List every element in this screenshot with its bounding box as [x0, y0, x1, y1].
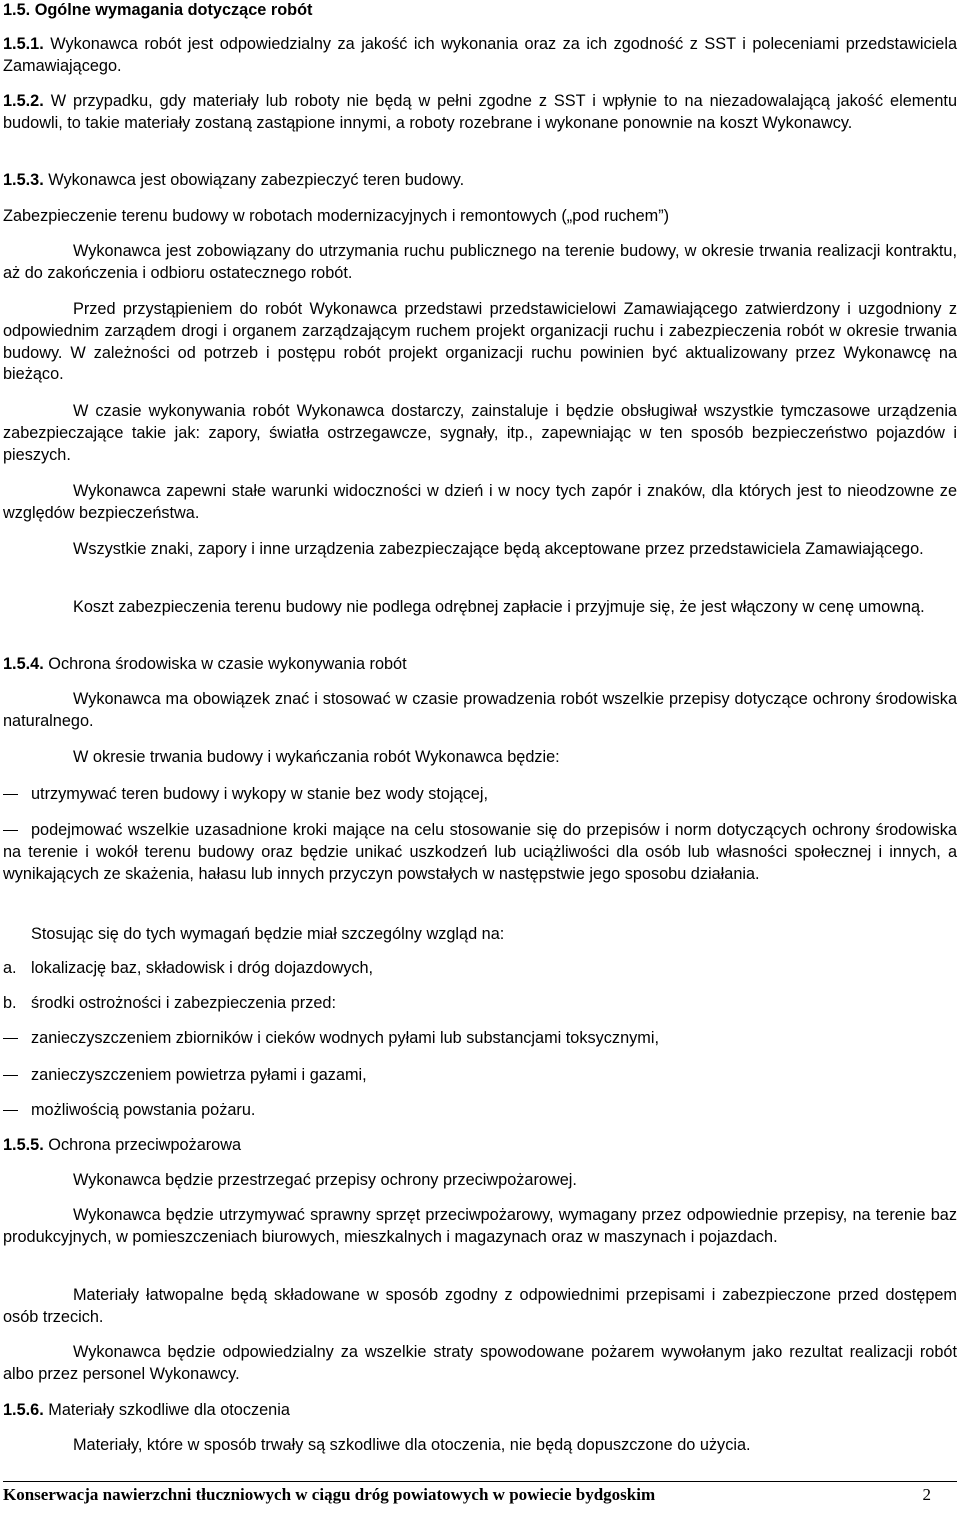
paragraph: Materiały łatwopalne będą składowane w sposób zgodny z odpowiednimi przepisami i zabezpieczone przed dostępem osób trzecich. [3, 1286, 957, 1326]
paragraph: Wykonawca ma obowiązek znać i stosować w czasie prowadzenia robót wszelkie przepisy dotyczące ochrony środowiska naturalnego. [3, 690, 957, 730]
dash-list-item: możliwością powstania pożaru. [3, 1100, 957, 1122]
section-heading: 1.5. Ogólne wymagania dotyczące robót [3, 1, 313, 19]
paragraph: Wykonawca będzie utrzymywać sprawny sprzęt przeciwpożarowy, wymagany przez odpowiednie przepisy, na terenie baz produkcyjnych, w pomieszczeniach biurowych, mieszkalnych i magazynach oraz w maszynach i pojazdach. [3, 1206, 957, 1246]
page-footer [3, 1486, 957, 1504]
dash-bullet-icon [3, 1110, 18, 1111]
paragraph: Wykonawca będzie odpowiedzialny za wszelkie straty spowodowane pożarem wywołanym jako rezultat realizacji robót albo przez personel Wykonawcy. [3, 1343, 957, 1383]
clause-1-5-5-heading: 1.5.5. Ochrona przeciwpożarowa [3, 1136, 242, 1154]
dash-bullet-icon [3, 830, 18, 831]
clause-1-5-4-heading: 1.5.4. Ochrona środowiska w czasie wykonywania robót [3, 655, 407, 673]
paragraph: W czasie wykonywania robót Wykonawca dostarczy, zainstaluje i będzie obsługiwał wszystkie tymczasowe urządzenia zabezpieczające takie jak: zapory, światła ostrzegawcze, sygnały, itp., zapewniając w ten sposób bezpieczeństwo pojazdów i pieszych. [3, 402, 957, 464]
dash-bullet-icon [3, 794, 18, 795]
list-item-a: a. lokalizację baz, składowisk i dróg dojazdowych, [3, 959, 374, 977]
paragraph: Wykonawca jest zobowiązany do utrzymania ruchu publicznego na terenie budowy, w okresie trwania realizacji kontraktu, aż do zakończenia i odbioru ostatecznego robót. [3, 242, 957, 282]
paragraph: Przed przystąpieniem do robót Wykonawca przedstawi przedstawicielowi Zamawiającego zatwierdzony i uzgodniony z odpowiednim zarządem drogi i organem zarządzającym ruchem projekt organizacji ruchu i zabezpieczenia robót w okresie trwania budowy. W zależności od potrzeb i postępu robót projekt organizacji ruchu powinien być aktualizowany przez Wykonawcę na bieżąco. [3, 300, 957, 384]
dash-list-item: podejmować wszelkie uzasadnione kroki mające na celu stosowanie się do przepisów i norm dotyczących ochrony środowiska na terenie i wokół terenu budowy oraz będzie unikać uszkodzeń lub uciążliwości dla osób lub własności społecznej i innych, a wynikających ze skażenia, hałasu lub innych przyczyn powstałych w następstwie jego sposobu działania. [3, 821, 957, 883]
clause-1-5-1: 1.5.1. Wykonawca robót jest odpowiedzialny za jakość ich wykonania oraz za ich zgodność z SST i poleceniami przedstawiciela Zamawiającego. [3, 35, 957, 75]
page-number: 2 [922, 1485, 931, 1504]
clause-1-5-3-intro: Zabezpieczenie terenu budowy w robotach modernizacyjnych i remontowych („pod ruchem”) [3, 207, 670, 225]
paragraph: Wykonawca będzie przestrzegać przepisy ochrony przeciwpożarowej. [73, 1171, 577, 1189]
paragraph: Wykonawca zapewni stałe warunki widoczności w dzień i w nocy tych zapór i znaków, dla których jest to nieodzowne ze względów bezpieczeństwa. [3, 482, 957, 522]
footer-rule [3, 1481, 957, 1482]
dash-list-item: utrzymywać teren budowy i wykopy w stanie bez wody stojącej, [3, 784, 957, 806]
clause-1-5-2: 1.5.2. W przypadku, gdy materiały lub roboty nie będą w pełni zgodne z SST i wpłynie to na niezadowalającą jakość elementu budowli, to takie materiały zostaną zastąpione innymi, a roboty rozebrane i wykonane ponownie na koszt Wykonawcy. [3, 92, 957, 132]
paragraph: W okresie trwania budowy i wykańczania robót Wykonawca będzie: [73, 748, 560, 766]
dash-bullet-icon [3, 1038, 18, 1039]
dash-bullet-icon [3, 1075, 18, 1076]
clause-1-5-3-heading: 1.5.3. Wykonawca jest obowiązany zabezpieczyć teren budowy. [3, 171, 465, 189]
paragraph: Materiały, które w sposób trwały są szkodliwe dla otoczenia, nie będą dopuszczone do użycia. [73, 1436, 751, 1454]
dash-list-item: zanieczyszczeniem powietrza pyłami i gazami, [3, 1065, 957, 1087]
list-item-b: b. środki ostrożności i zabezpieczenia przed: [3, 994, 336, 1012]
clause-1-5-6-heading: 1.5.6. Materiały szkodliwe dla otoczenia [3, 1401, 290, 1419]
paragraph: Wszystkie znaki, zapory i inne urządzenia zabezpieczające będą akceptowane przez przedstawiciela Zamawiającego. [73, 540, 924, 558]
paragraph: Stosując się do tych wymagań będzie miał szczególny wzgląd na: [31, 925, 505, 943]
paragraph: Koszt zabezpieczenia terenu budowy nie podlega odrębnej zapłacie i przyjmuje się, że jest włączony w cenę umowną. [73, 598, 925, 616]
dash-list-item: zanieczyszczeniem zbiorników i cieków wodnych pyłami lub substancjami toksycznymi, [3, 1028, 957, 1050]
footer-title: Konserwacja nawierzchni tłuczniowych w ciągu dróg powiatowych w powiecie bydgoskim [3, 1485, 656, 1504]
